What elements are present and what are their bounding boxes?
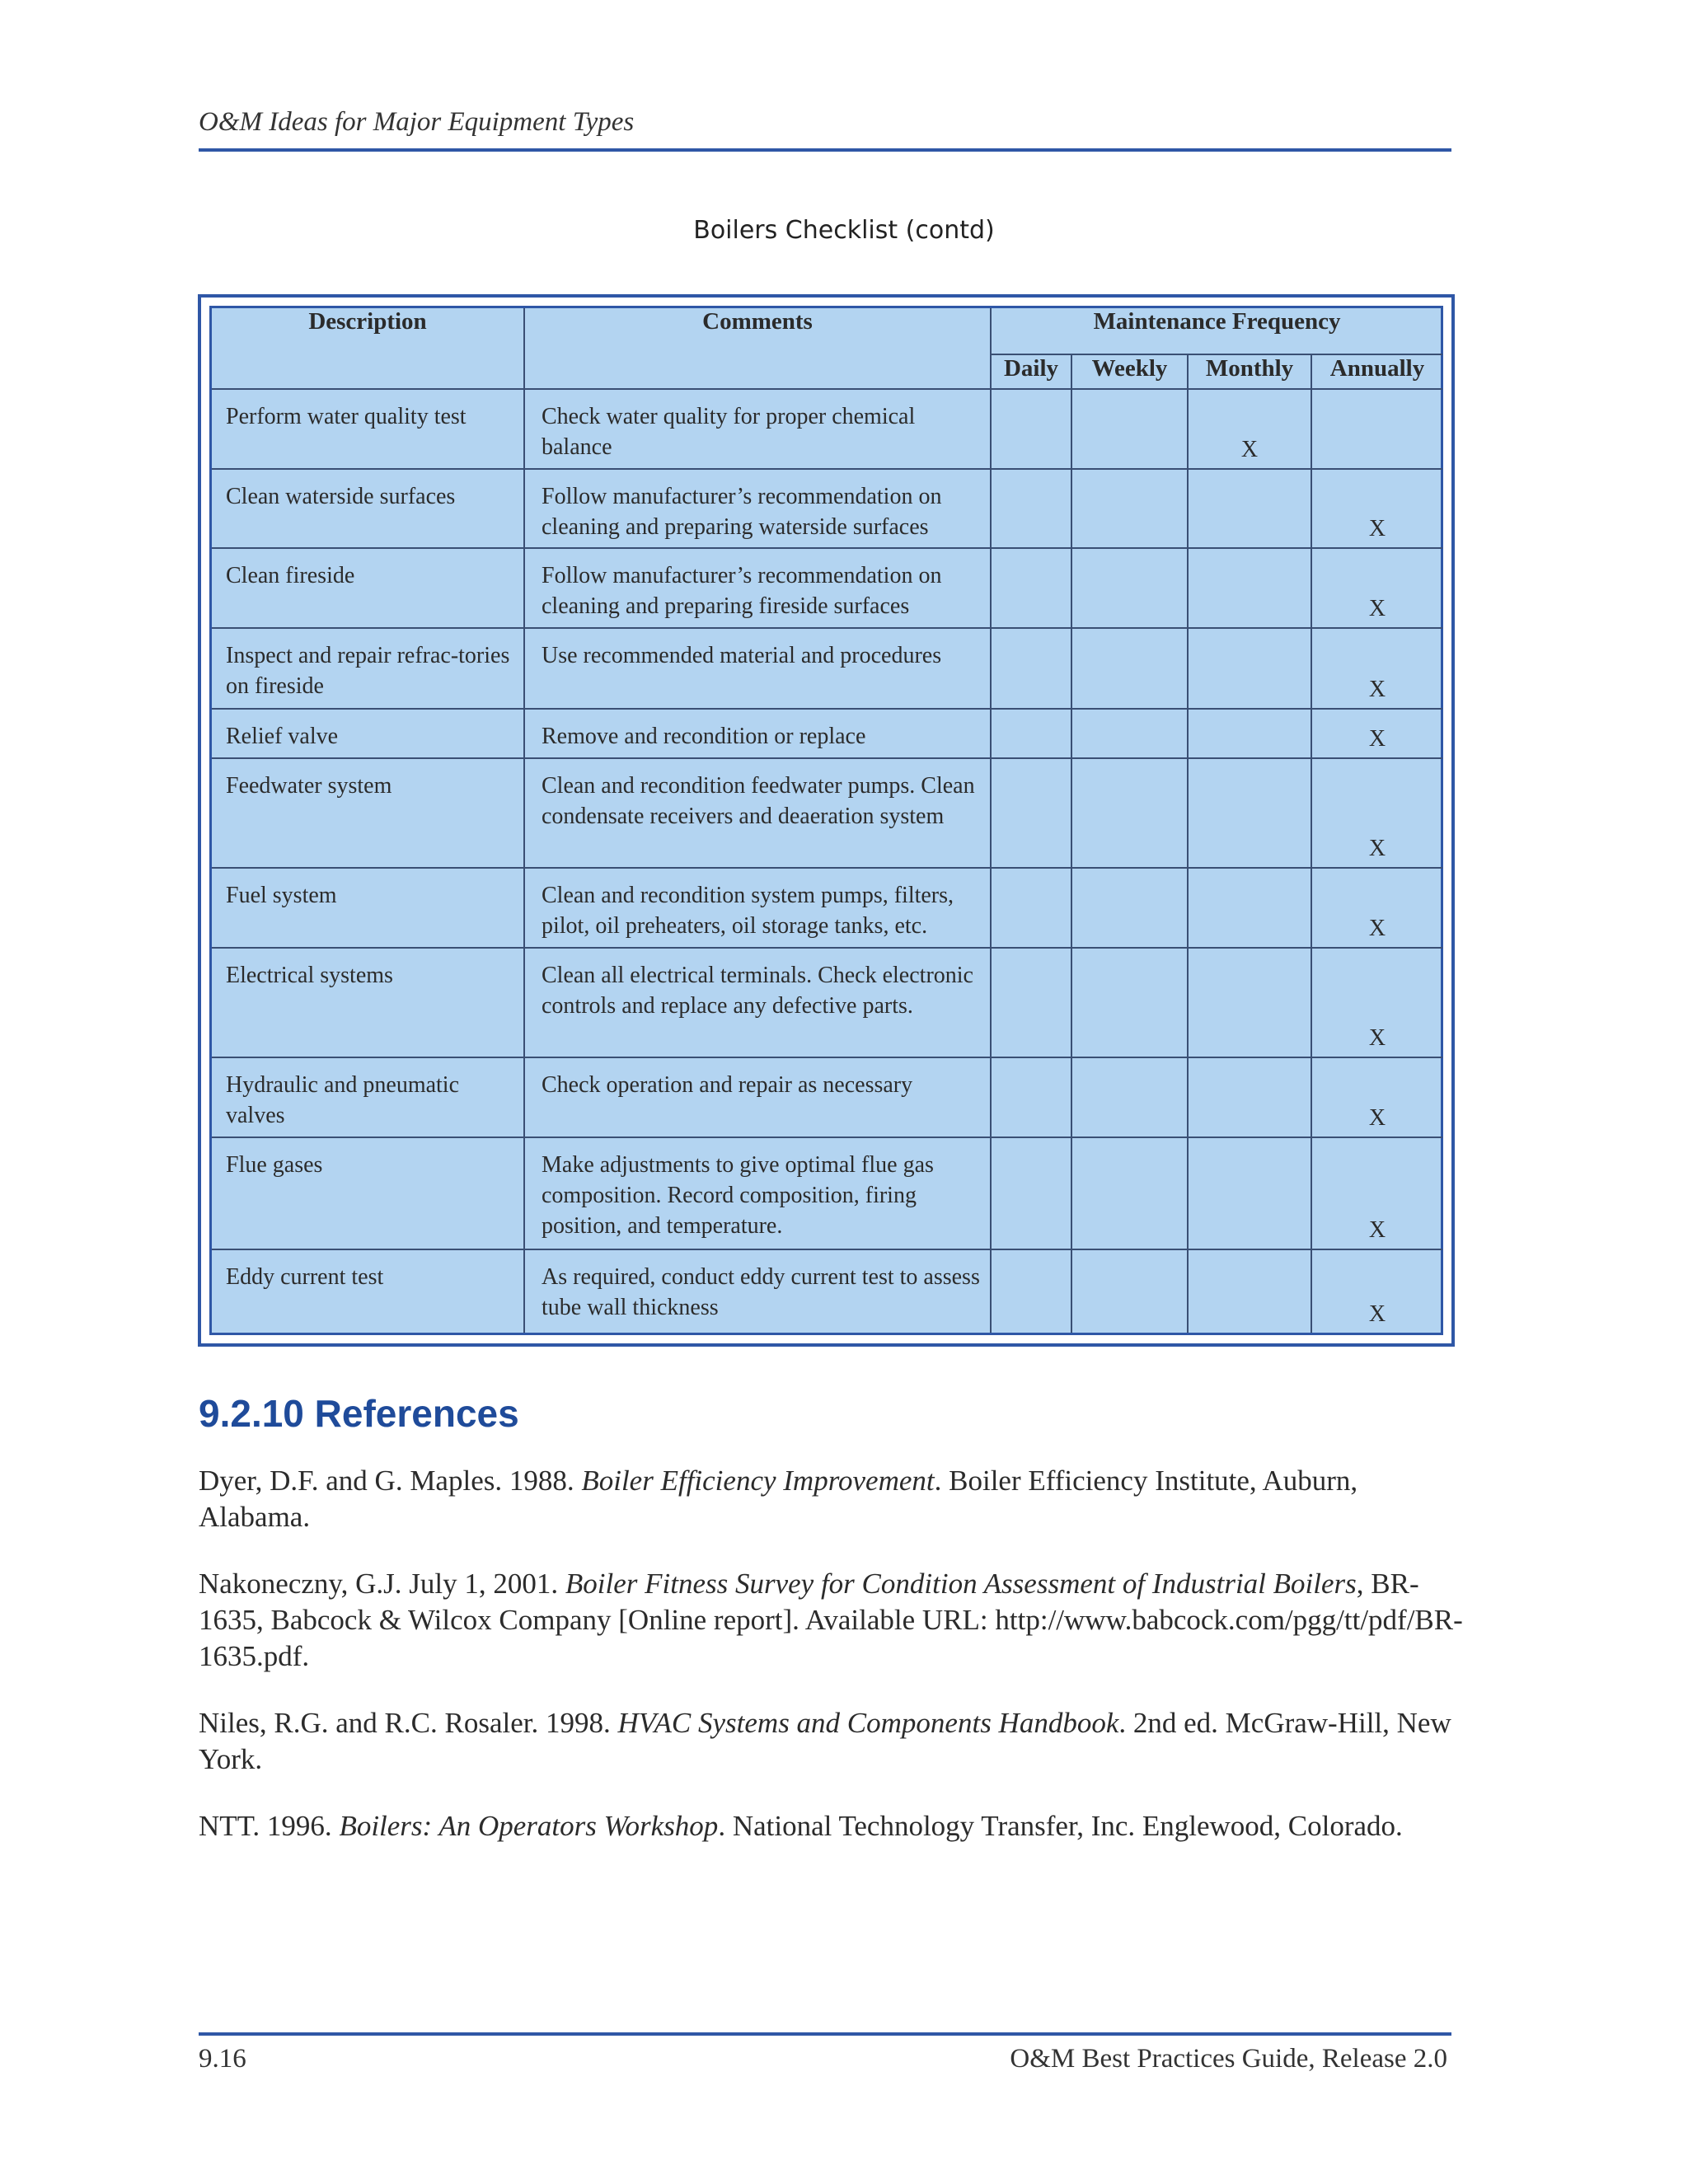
row-daily-mark — [991, 469, 1071, 549]
row-monthly-mark — [1188, 868, 1311, 948]
row-daily-mark — [991, 548, 1071, 628]
row-annually-mark: X — [1311, 1057, 1442, 1137]
row-annually-mark: X — [1311, 868, 1442, 948]
row-monthly-mark — [1188, 1137, 1311, 1250]
reference-authors-year: Dyer, D.F. and G. Maples. 1988. — [199, 1465, 582, 1497]
row-comments: Clean and recondition feedwater pumps. Clean condensate receivers and deaeration system — [524, 758, 991, 868]
row-comments: Clean all electrical terminals. Check electronic controls and replace any defective parts. — [524, 948, 991, 1058]
row-description: Eddy current test — [212, 1249, 524, 1333]
table-row — [212, 1057, 1442, 1137]
row-annually-mark: X — [1311, 628, 1442, 710]
row-daily-mark — [991, 948, 1071, 1058]
row-daily-mark — [991, 628, 1071, 710]
table-row — [212, 628, 1442, 710]
table-row — [212, 1249, 1442, 1333]
row-annually-mark — [1311, 389, 1442, 469]
row-daily-mark — [991, 1249, 1071, 1333]
reference-title: Boiler Efficiency Improvement — [581, 1465, 935, 1497]
row-description: Inspect and repair refrac-tories on fireside — [212, 628, 524, 710]
row-monthly-mark — [1188, 709, 1311, 758]
reference-title: Boiler Fitness Survey for Condition Assessment of Industrial Boilers — [565, 1568, 1357, 1600]
header-weekly: Weekly — [1071, 354, 1188, 389]
table-row — [212, 868, 1442, 948]
footer-rule — [199, 2032, 1451, 2036]
reference-publisher: . Boiler Efficiency Institute, Auburn, Alabama. — [199, 1465, 1358, 1533]
row-daily-mark — [991, 1137, 1071, 1250]
row-comments: As required, conduct eddy current test to assess tube wall thickness — [524, 1249, 991, 1333]
row-monthly-mark — [1188, 1249, 1311, 1333]
header-rule — [199, 148, 1451, 152]
reference-authors-year: NTT. 1996. — [199, 1810, 340, 1842]
row-description: Clean waterside surfaces — [212, 469, 524, 549]
row-monthly-mark — [1188, 628, 1311, 710]
table-row — [212, 389, 1442, 469]
header-annually: Annually — [1311, 354, 1442, 389]
row-monthly-mark — [1188, 469, 1311, 549]
row-weekly-mark — [1071, 469, 1188, 549]
checklist-table — [212, 308, 1442, 1333]
reference-title: HVAC Systems and Components Handbook — [617, 1707, 1119, 1739]
row-daily-mark — [991, 1057, 1071, 1137]
reference-entry — [199, 1566, 1468, 1675]
reference-entry — [199, 1463, 1468, 1535]
row-annually-mark: X — [1311, 1137, 1442, 1250]
row-monthly-mark — [1188, 1057, 1311, 1137]
reference-entry — [199, 1705, 1468, 1778]
row-annually-mark: X — [1311, 709, 1442, 758]
row-description: Hydraulic and pneumatic valves — [212, 1057, 524, 1137]
row-weekly-mark — [1071, 1137, 1188, 1250]
row-description: Clean fireside — [212, 548, 524, 628]
table-row — [212, 469, 1442, 549]
row-monthly-mark: X — [1188, 389, 1311, 469]
header-daily: Daily — [991, 354, 1071, 389]
row-daily-mark — [991, 868, 1071, 948]
row-monthly-mark — [1188, 548, 1311, 628]
row-weekly-mark — [1071, 628, 1188, 710]
row-comments: Check water quality for proper chemical balance — [524, 389, 991, 469]
header-maintenance-frequency: Maintenance Frequency — [991, 308, 1442, 354]
row-monthly-mark — [1188, 948, 1311, 1058]
table-row — [212, 709, 1442, 758]
table-caption: Boilers Checklist (contd) — [693, 216, 995, 245]
header-comments: Comments — [524, 308, 991, 389]
header-monthly: Monthly — [1188, 354, 1311, 389]
page-number: 9.16 — [199, 2044, 246, 2074]
references-heading: 9.2.10 References — [199, 1392, 519, 1435]
row-comments: Clean and recondition system pumps, filters, pilot, oil preheaters, oil storage tanks, etc. — [524, 868, 991, 948]
reference-authors-year: Nakoneczny, G.J. July 1, 2001. — [199, 1568, 565, 1600]
table-row — [212, 548, 1442, 628]
row-weekly-mark — [1071, 1249, 1188, 1333]
row-annually-mark: X — [1311, 548, 1442, 628]
row-monthly-mark — [1188, 758, 1311, 868]
row-comments: Check operation and repair as necessary — [524, 1057, 991, 1137]
table-row — [212, 758, 1442, 868]
row-annually-mark: X — [1311, 1249, 1442, 1333]
row-description: Electrical systems — [212, 948, 524, 1058]
guide-title: O&M Best Practices Guide, Release 2.0 — [1010, 2044, 1447, 2074]
row-comments: Follow manufacturer’s recommendation on cleaning and preparing fireside surfaces — [524, 548, 991, 628]
row-description: Flue gases — [212, 1137, 524, 1250]
reference-title: Boilers: An Operators Workshop — [339, 1810, 719, 1842]
row-annually-mark: X — [1311, 758, 1442, 868]
row-weekly-mark — [1071, 389, 1188, 469]
table-row — [212, 1137, 1442, 1250]
row-weekly-mark — [1071, 1057, 1188, 1137]
row-weekly-mark — [1071, 948, 1188, 1058]
reference-authors-year: Niles, R.G. and R.C. Rosaler. 1998. — [199, 1707, 618, 1739]
checklist-table-container — [209, 306, 1443, 1335]
table-row — [212, 948, 1442, 1058]
reference-publisher: , BR-1635, Babcock & Wilcox Company [Online report]. Available URL: http://www.babcock.com/pgg/tt/pdf/BR-1635.pdf. — [199, 1568, 1463, 1672]
header-description: Description — [212, 308, 524, 389]
row-annually-mark: X — [1311, 469, 1442, 549]
row-comments: Remove and recondition or replace — [524, 709, 991, 758]
reference-publisher: . National Technology Transfer, Inc. Englewood, Colorado. — [718, 1810, 1403, 1842]
row-description: Perform water quality test — [212, 389, 524, 469]
row-description: Relief valve — [212, 709, 524, 758]
row-weekly-mark — [1071, 709, 1188, 758]
row-weekly-mark — [1071, 548, 1188, 628]
row-comments: Use recommended material and procedures — [524, 628, 991, 710]
running-header: O&M Ideas for Major Equipment Types — [199, 107, 635, 137]
reference-publisher: . 2nd ed. McGraw-Hill, New York. — [199, 1707, 1451, 1775]
row-weekly-mark — [1071, 758, 1188, 868]
checklist-table-frame — [198, 294, 1455, 1347]
row-description: Feedwater system — [212, 758, 524, 868]
row-daily-mark — [991, 389, 1071, 469]
row-weekly-mark — [1071, 868, 1188, 948]
row-comments: Follow manufacturer’s recommendation on cleaning and preparing waterside surfaces — [524, 469, 991, 549]
reference-entry — [199, 1808, 1468, 1844]
row-annually-mark: X — [1311, 948, 1442, 1058]
references-list — [199, 1463, 1468, 1875]
row-comments: Make adjustments to give optimal flue gas composition. Record composition, firing position, and temperature. — [524, 1137, 991, 1250]
row-daily-mark — [991, 709, 1071, 758]
row-daily-mark — [991, 758, 1071, 868]
row-description: Fuel system — [212, 868, 524, 948]
